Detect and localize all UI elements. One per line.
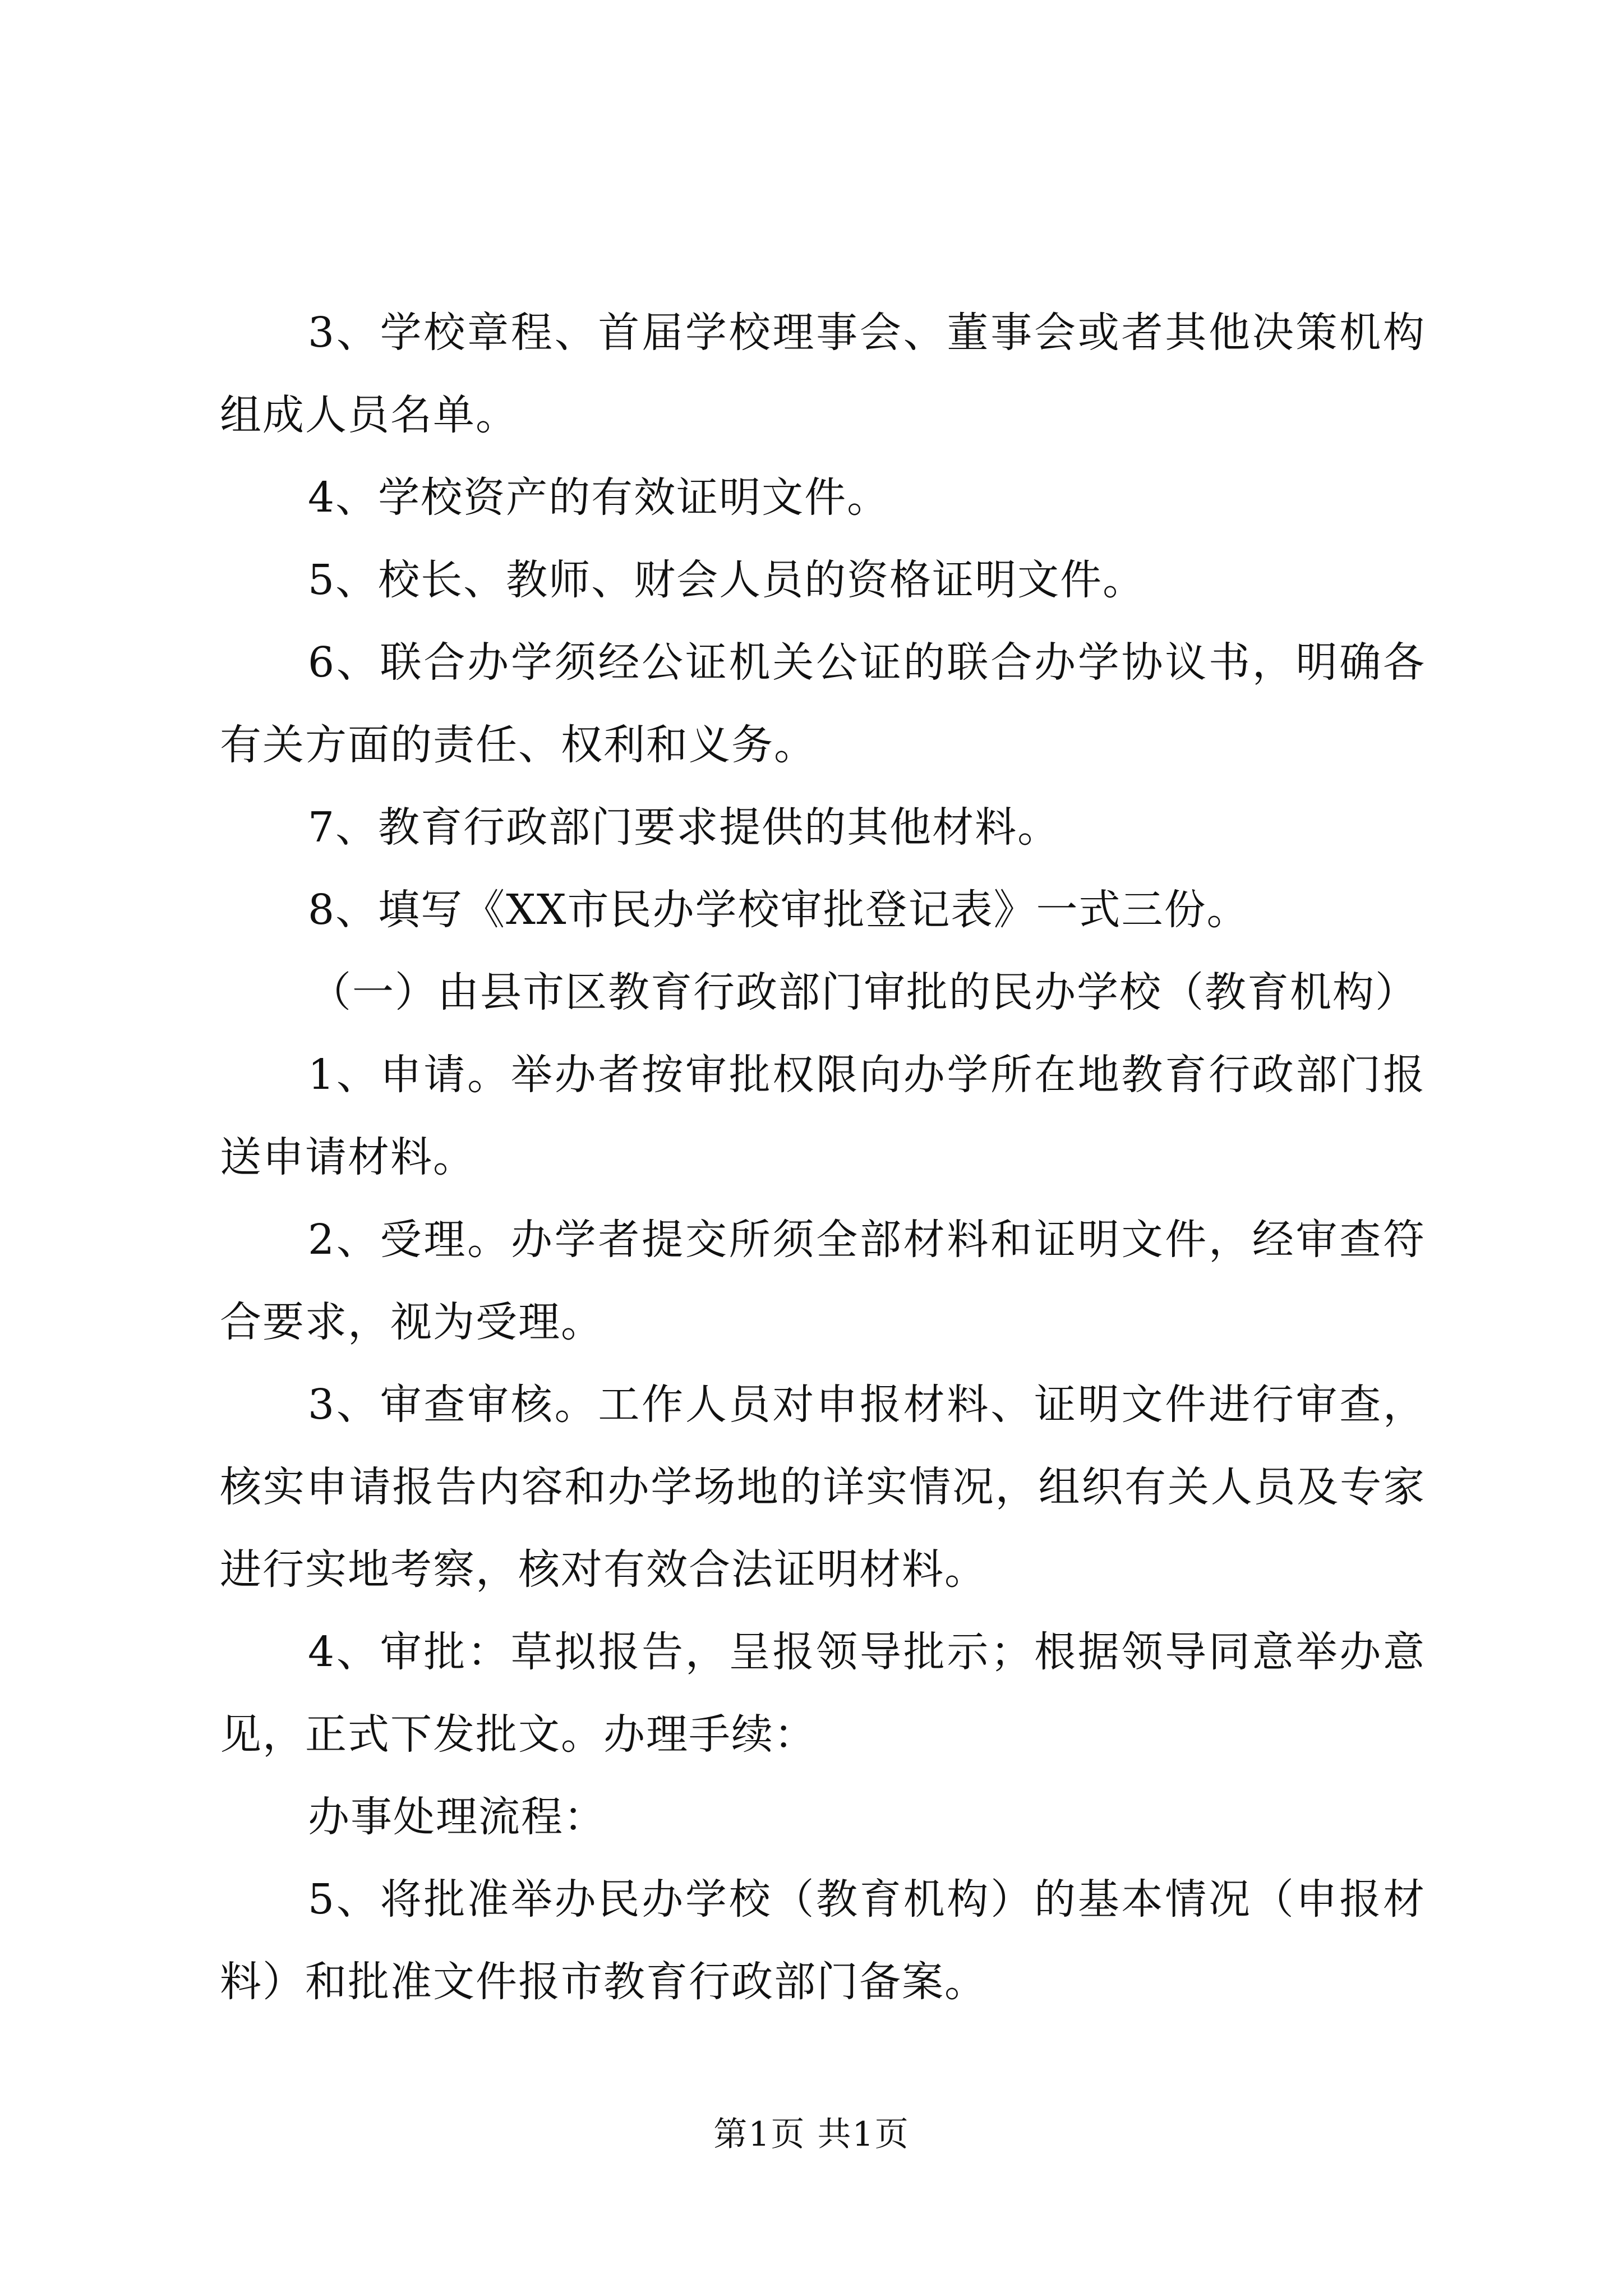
paragraph-item-8-registration-form: 8、填写《XX市民办学校审批登记表》一式三份。: [308, 886, 1249, 934]
paragraph-step-2-acceptance: 2、受理。办学者提交所须全部材料和证明文件，经审查符合要求，视为受理。: [220, 1216, 1426, 1346]
paragraph-process-flow: 办事处理流程：: [308, 1793, 606, 1841]
section-heading-county-approval: （一）由县市区教育行政部门审批的民办学校（教育机构）: [310, 968, 1418, 1016]
paragraph-step-4-approval: 4、审批：草拟报告，呈报领导批示；根据领导同意举办意见，正式下发批文。办理手续：: [220, 1628, 1426, 1759]
paragraph-item-6-joint-agreement: 6、联合办学须经公证机关公证的联合办学协议书，明确各有关方面的责任、权利和义务。: [220, 638, 1426, 769]
paragraph-item-3-charter: 3、学校章程、首届学校理事会、董事会或者其他决策机构组成人员名单。: [220, 309, 1426, 439]
paragraph-item-4-assets: 4、学校资产的有效证明文件。: [308, 473, 890, 522]
page-footer: 第1页 共1页: [713, 2115, 910, 2154]
paragraph-step-3-review: 3、审查审核。工作人员对申报材料、证明文件进行审查，核实申请报告内容和办学场地的详实情况，组织有关人员及专家进行实地考察，核对有效合法证明材料。: [220, 1381, 1426, 1594]
paragraph-step-5-filing: 5、将批准举办民办学校（教育机构）的基本情况（申报材料）和批准文件报市教育行政部门备案。: [220, 1875, 1426, 2006]
paragraph-item-5-qualifications: 5、校长、教师、财会人员的资格证明文件。: [308, 556, 1146, 604]
document-body: [220, 292, 1426, 2023]
paragraph-step-1-application: 1、申请。举办者按审批权限向办学所在地教育行政部门报送申请材料。: [220, 1051, 1426, 1181]
paragraph-item-7-other-materials: 7、教育行政部门要求提供的其他材料。: [308, 803, 1061, 852]
